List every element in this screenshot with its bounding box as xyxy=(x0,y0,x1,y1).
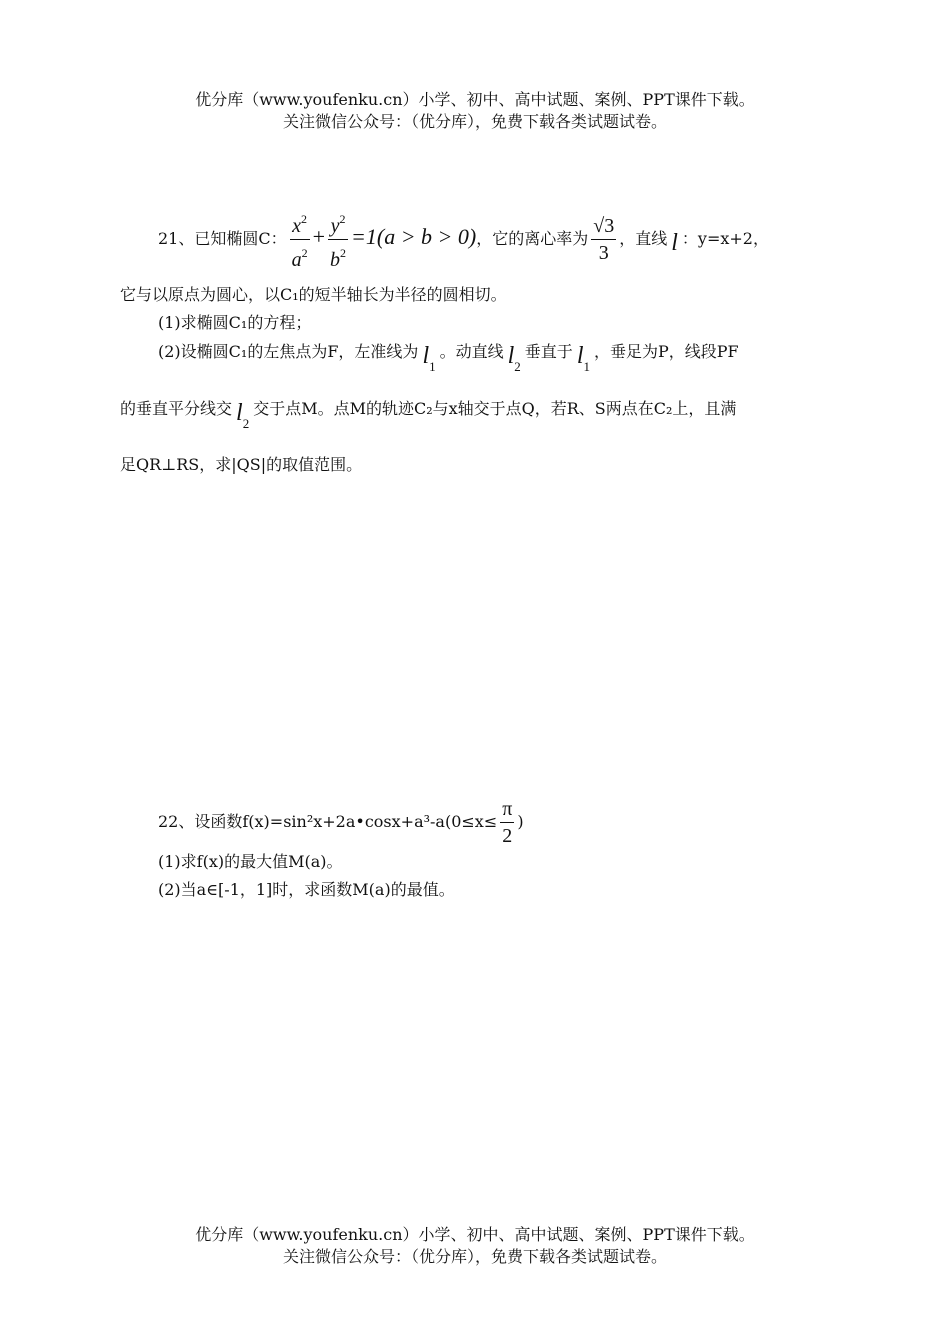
q22-intro: 22、设函数f(x)=sin²x+2a•cosx+a³-a(0≤x≤ xyxy=(158,812,498,831)
q21-part-2: (2)设椭圆C₁的左焦点为F，左准线为 $l_1$。动直线 $l_2$垂直于 $l_1$，垂足为P，线段PF xyxy=(158,341,739,378)
footer-line-2: 关注微信公众号：（优分库），免费下载各类试题试卷。 xyxy=(282,1247,667,1266)
q21-part-1: (1)求椭圆C₁的方程； xyxy=(158,313,312,332)
line-l2-symbol: $l_2$ xyxy=(236,400,250,431)
q22-first-line: 22、设函数f(x)=sin²x+2a•cosx+a³-a(0≤x≤ $\frac{\pi}{2}$ ) xyxy=(158,798,524,847)
line-l-symbol: l xyxy=(671,230,678,256)
header-line-1: 优分库（www.youfenku.cn）小学、初中、高中试题、案例、PPT课件下载。 xyxy=(195,90,755,109)
q21-intro: 21、已知椭圆C： xyxy=(158,229,287,248)
q21-first-line: 21、已知椭圆C： $\frac{x^2}{a^2}$ + $\frac{y^2}{b^2}$ =1(a > b > 0)，它的离心率为 $\frac{√3}{3}$ ，直线 l ：y=x+2， xyxy=(158,206,769,273)
line-l1-symbol: $l_1$ xyxy=(576,343,590,374)
pi-over-two: $\frac{\pi}{2}$ xyxy=(502,798,513,847)
header-line-2: 关注微信公众号：（优分库），免费下载各类试题试卷。 xyxy=(282,112,667,131)
eccentricity-value: $\frac{√3}{3}$ xyxy=(593,215,615,264)
line-l1-symbol: $l_1$ xyxy=(422,343,436,374)
eccentricity-label: ，它的离心率为 xyxy=(476,229,589,248)
line-label: ，直线 xyxy=(619,229,668,248)
page-footer xyxy=(0,1224,950,1268)
ellipse-term-x: $\frac{x^2}{a^2}$ xyxy=(290,206,310,273)
q22-part-2: (2)当a∈[-1，1]时，求函数M(a)的最值。 xyxy=(158,880,455,899)
footer-line-1: 优分库（www.youfenku.cn）小学、初中、高中试题、案例、PPT课件下载。 xyxy=(195,1225,755,1244)
q21-line-5: 足QR⊥RS，求|QS|的取值范围。 xyxy=(120,455,363,474)
line-l2-symbol: $l_2$ xyxy=(507,343,521,374)
q22-part-1: (1)求f(x)的最大值M(a)。 xyxy=(158,852,343,871)
ellipse-term-y: $\frac{y^2}{b^2}$ xyxy=(328,206,348,273)
ellipse-equation-rest: =1(a > b > 0) xyxy=(351,224,477,249)
line-equation: ：y=x+2， xyxy=(681,229,769,248)
q21-line-4: 的垂直平分线交 $l_2$交于点M。点M的轨迹C₂与x轴交于点Q，若R、S两点在C₂上，且满 xyxy=(120,398,736,435)
page-header xyxy=(0,89,950,133)
q21-line-2: 它与以原点为圆心，以C₁的短半轴长为半径的圆相切。 xyxy=(120,285,507,304)
